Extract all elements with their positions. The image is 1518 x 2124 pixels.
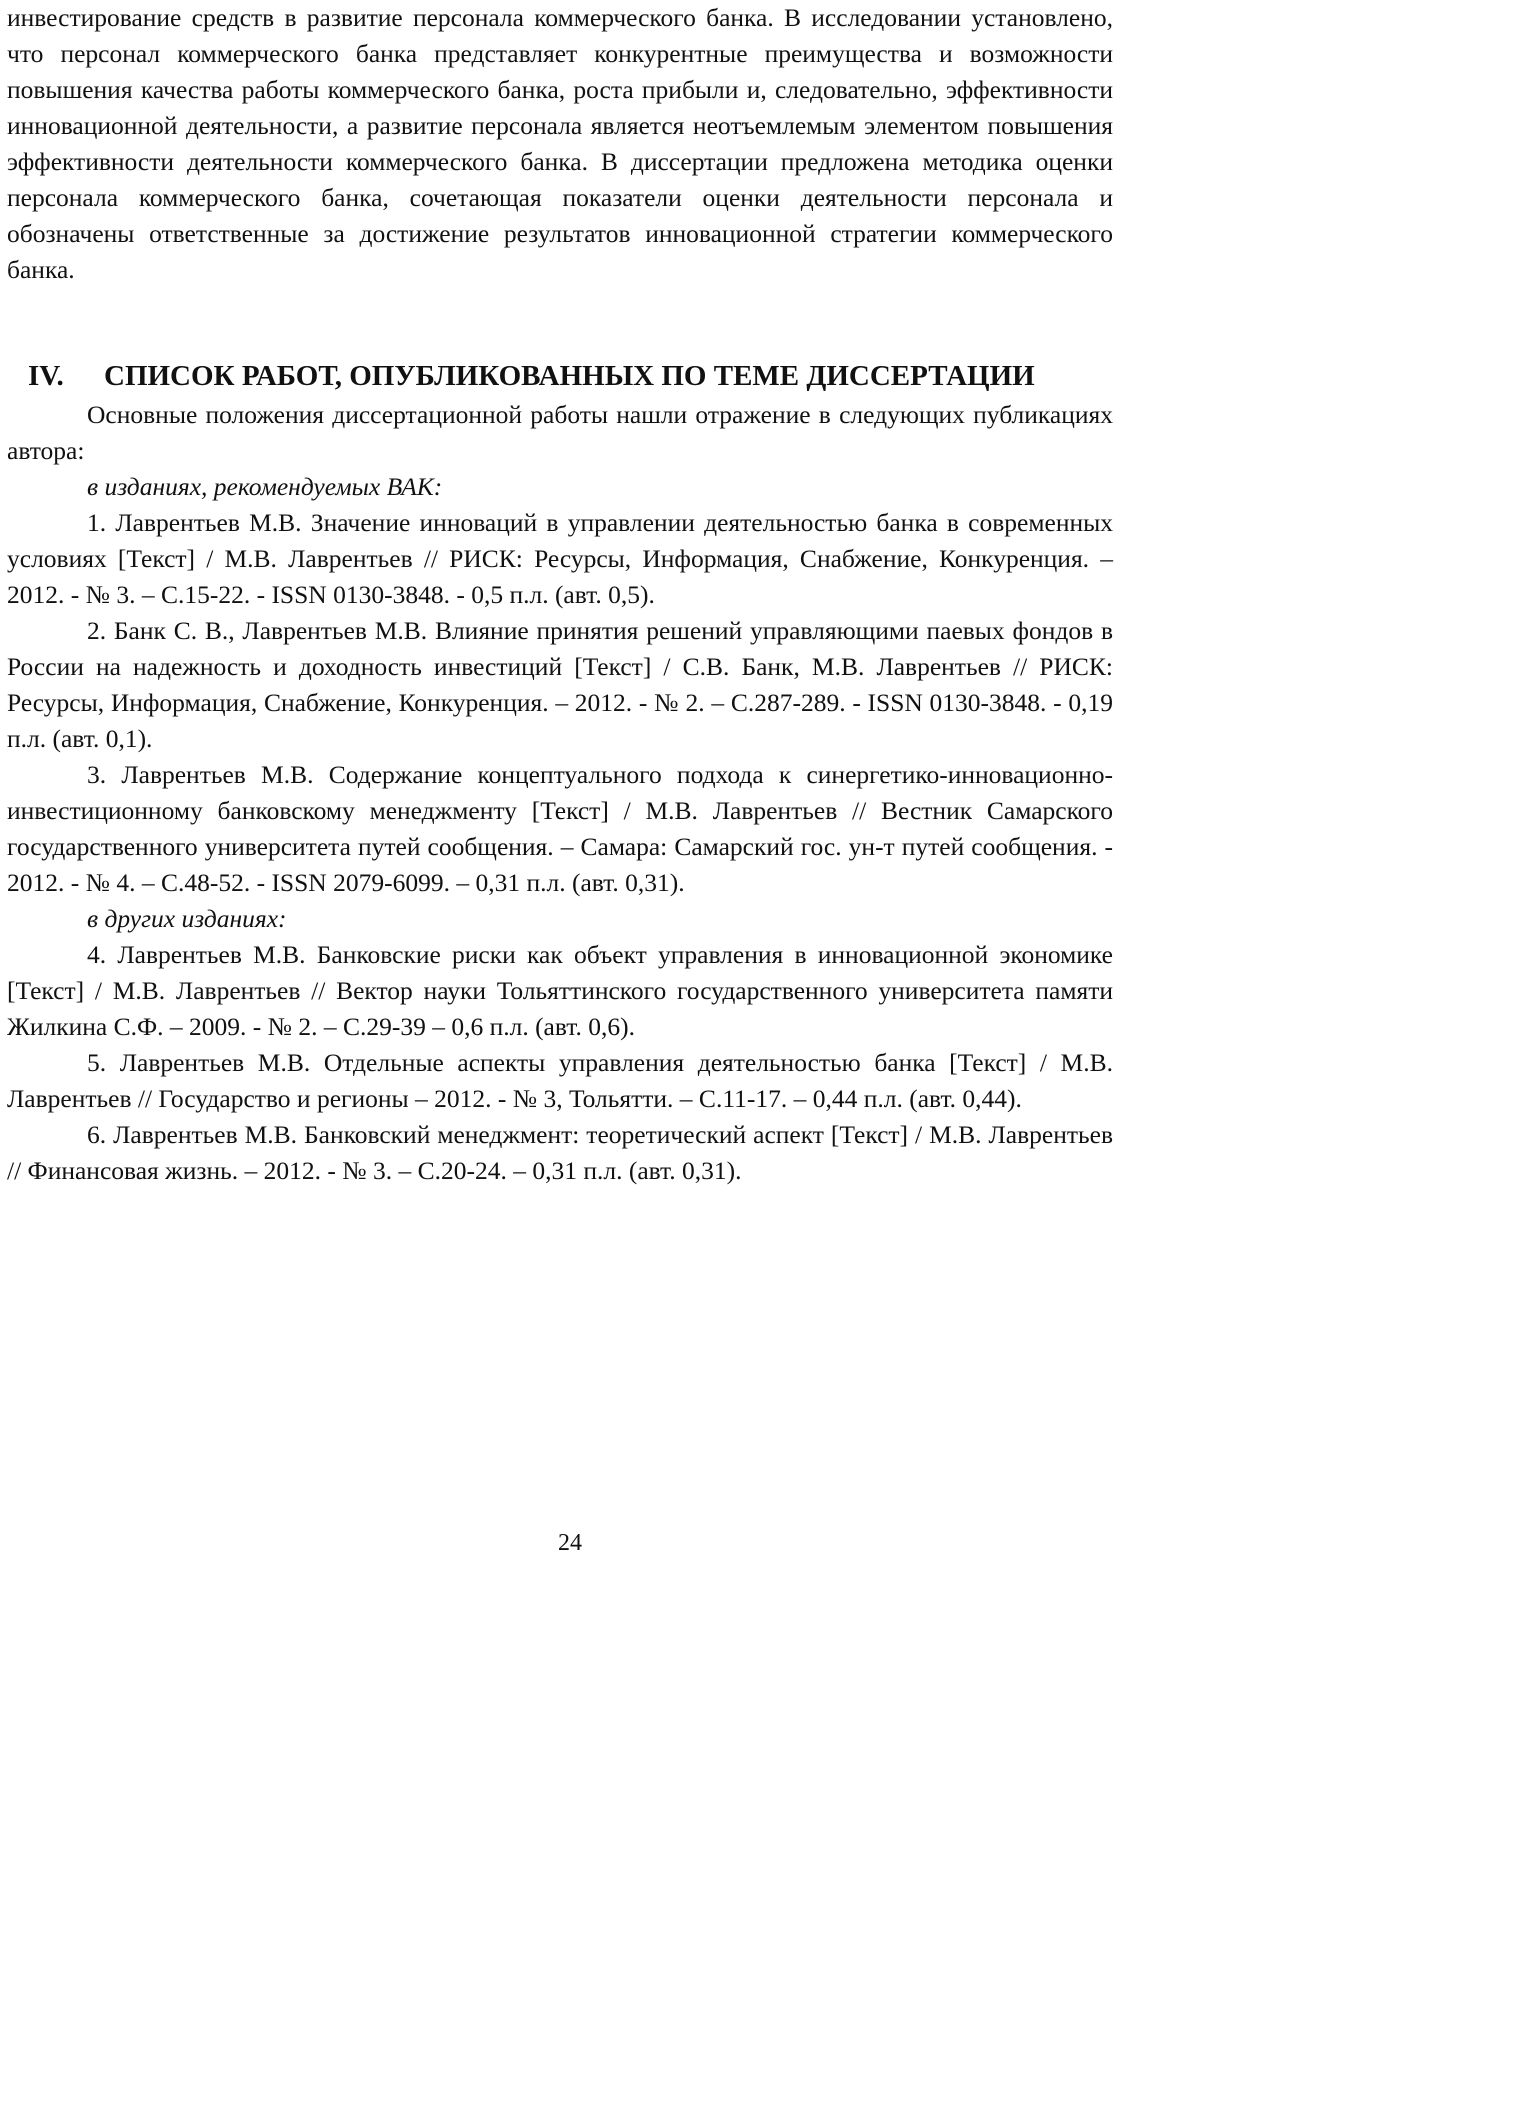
vak-subheading: в изданиях, рекомендуемых ВАК: (87, 472, 443, 501)
other-subheading: в других изданиях: (87, 904, 287, 933)
publication-item: 2. Банк С. В., Лаврентьев М.В. Влияние принятия решений управляющими паевых фондов в России на надежность и доходность инвестиций [Текст] / С.В. Банк, М.В. Лаврентьев // РИСК: Ресурсы, Информация, Снабжение, Конкуренция. – 2012. - № 2. – С.287-289. - ISSN 0130-3848. - 0,19 п.л. (авт. 0,1). (7, 616, 1113, 753)
publication-item: 5. Лаврентьев М.В. Отдельные аспекты управления деятельностью банка [Текст] / М.В. Лаврентьев // Государство и регионы – 2012. - № 3, Тольятти. – С.11-17. – 0,44 п.л. (авт. 0,44). (7, 1048, 1113, 1113)
publications-list (7, 397, 1113, 1189)
publication-item: 4. Лаврентьев М.В. Банковские риски как объект управления в инновационной экономике [Текст] / М.В. Лаврентьев // Вектор науки Тольяттинского государственного университета памяти Жилкина С.Ф. – 2009. - № 2. – С.29-39 – 0,6 п.л. (авт. 0,6). (7, 940, 1113, 1041)
publication-item: 3. Лаврентьев М.В. Содержание концептуального подхода к синергетико-инновационно-инвестиционному банковскому менеджменту [Текст] / М.В. Лаврентьев // Вестник Самарского государственного университета путей сообщения. – Самара: Самарский гос. ун-т путей сообщения. - 2012. - № 4. – С.48-52. - ISSN 2079-6099. – 0,31 п.л. (авт. 0,31). (7, 760, 1113, 897)
intro-section (7, 0, 1113, 288)
publication-item: 1. Лаврентьев М.В. Значение инноваций в управлении деятельностью банка в современных условиях [Текст] / М.В. Лаврентьев // РИСК: Ресурсы, Информация, Снабжение, Конкуренция. – 2012. - № 3. – С.15-22. - ISSN 0130-3848. - 0,5 п.л. (авт. 0,5). (7, 508, 1113, 609)
intro-paragraph: инвестирование средств в развитие персонала коммерческого банка. В исследовании установлено, что персонал коммерческого банка представляет конкурентные преимущества и возможности повышения качества работы коммерческого банка, роста прибыли и, следовательно, эффективности инновационной деятельности, а развитие персонала является неотъемлемым элементом повышения эффективности деятельности коммерческого банка. В диссертации предложена методика оценки персонала коммерческого банка, сочетающая показатели оценки деятельности персонала и обозначены ответственные за достижение результатов инновационной стратегии коммерческого банка. (7, 3, 1113, 284)
publication-item: 6. Лаврентьев М.В. Банковский менеджмент: теоретический аспект [Текст] / М.В. Лаврентьев // Финансовая жизнь. – 2012. - № 3. – С.20-24. – 0,31 п.л. (авт. 0,31). (7, 1120, 1113, 1185)
section-number: IV. (28, 360, 64, 392)
section-lead-paragraph: Основные положения диссертационной работы нашли отражение в следующих публикациях автора: (7, 400, 1113, 465)
section-heading (28, 356, 1118, 396)
section-title: СПИСОК РАБОТ, ОПУБЛИКОВАННЫХ ПО ТЕМЕ ДИССЕРТАЦИИ (104, 360, 1035, 392)
page-number: 24 (558, 1530, 582, 1556)
